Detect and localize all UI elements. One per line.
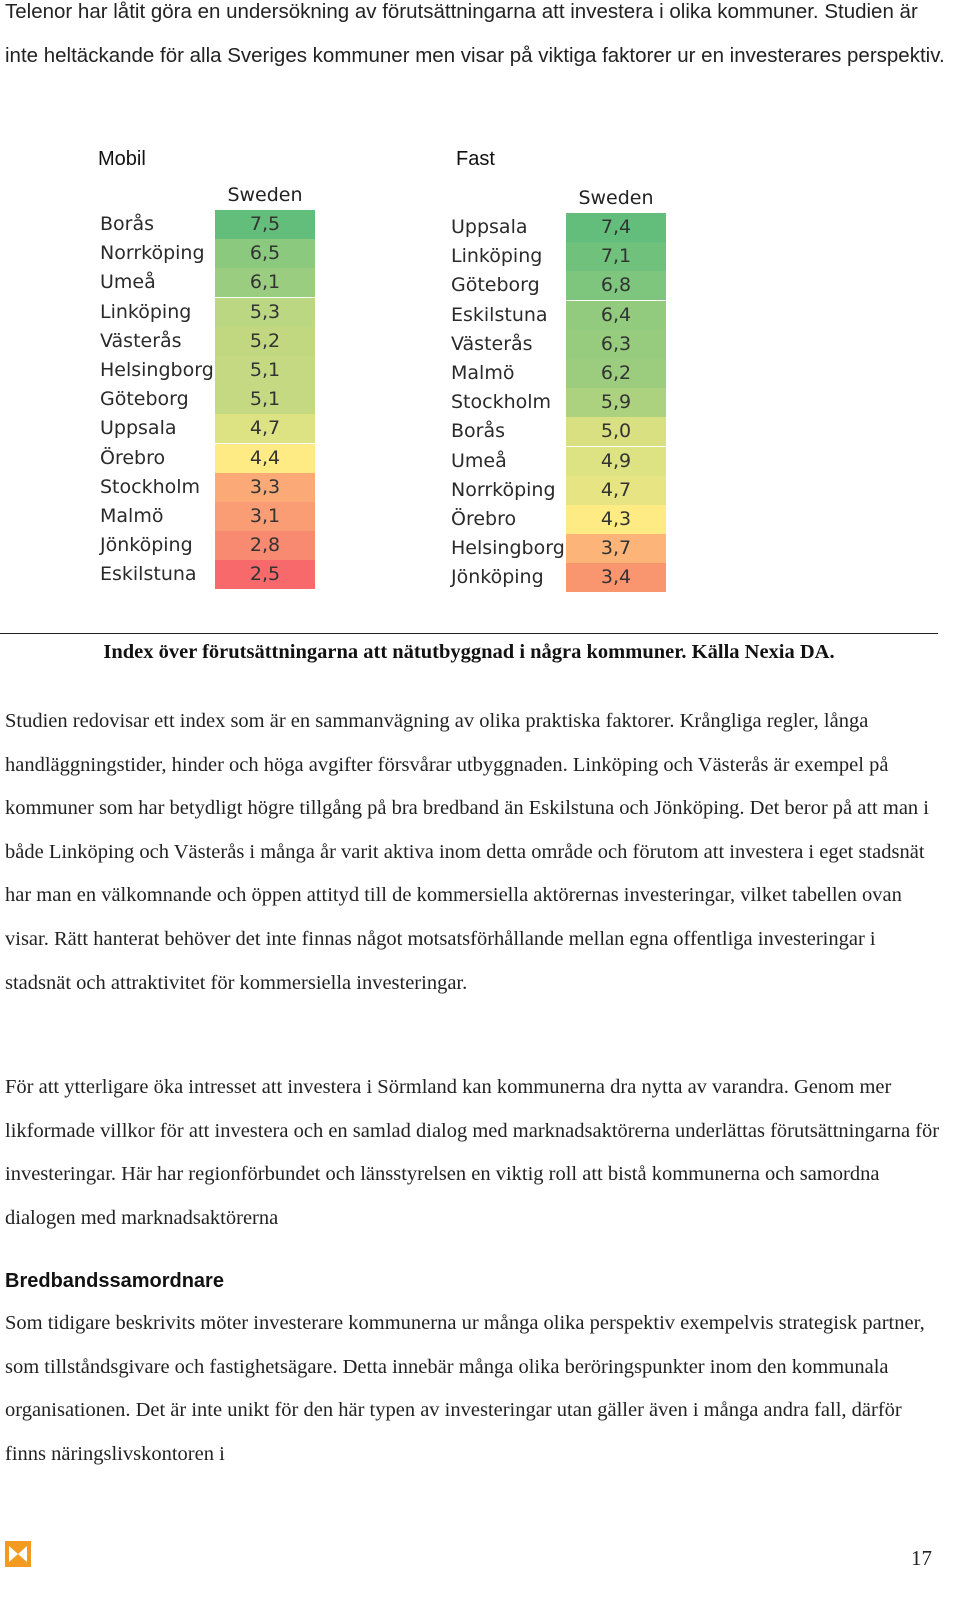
fast-table-row [451, 563, 666, 592]
mobil-index-value: 3,3 [215, 473, 315, 502]
fast-city-label: Uppsala [451, 216, 528, 238]
organization-logo-icon [5, 1541, 31, 1567]
mobil-city-label: Helsingborg [100, 359, 214, 381]
mobil-table-row [100, 327, 315, 356]
mobil-city-label: Västerås [100, 329, 182, 352]
mobil-index-value: 5,2 [215, 327, 315, 356]
paragraph-bredbandssamordnare: Som tidigare beskrivits möter investerare kommunerna ur många olika perspektiv exempelvis strategisk partner, som tillståndsgivare och fastighetsägare. Detta innebär många olika beröringspunkter inom den kommunala organisationen. Det är inte unikt för den här typen av investeringar utan gäller även i många andra fall, därför finns näringslivskontoren i [5, 1312, 925, 1465]
mobil-city-label: Linköping [100, 300, 192, 323]
mobil-index-value: 3,1 [215, 502, 315, 531]
fast-table-row [451, 534, 666, 563]
fast-index-value: 5,9 [566, 388, 666, 417]
fast-city-label: Borås [451, 420, 506, 443]
mobil-index-value: 5,1 [215, 385, 315, 414]
fast-table-row [451, 301, 666, 330]
mobil-index-value: 4,7 [215, 414, 315, 443]
fast-city-label: Umeå [451, 449, 507, 472]
fast-table-row [451, 505, 666, 534]
mobil-table-header: Sweden [227, 184, 303, 206]
mobil-table-row [100, 444, 315, 473]
fast-index-value: 6,3 [566, 330, 666, 359]
mobil-city-label: Eskilstuna [100, 563, 197, 586]
fast-index-value: 7,4 [566, 213, 666, 242]
mobil-city-label: Borås [100, 213, 155, 235]
mobil-table-row [100, 385, 315, 414]
fast-city-label: Örebro [451, 508, 517, 530]
fast-label: Fast [456, 148, 495, 170]
fast-table-row [451, 271, 666, 300]
fast-index-value: 5,0 [566, 417, 666, 446]
fast-city-label: Stockholm [451, 391, 552, 414]
mobil-label: Mobil [98, 148, 146, 170]
fast-table-row [451, 476, 666, 505]
mobil-city-label: Umeå [100, 271, 156, 294]
mobil-table-row [100, 531, 315, 560]
fast-city-label: Eskilstuna [451, 303, 548, 326]
mobil-table-row [100, 560, 315, 589]
fast-index-value: 4,3 [566, 505, 666, 534]
mobil-index-value: 4,4 [215, 444, 315, 473]
fast-index-value: 6,8 [566, 271, 666, 300]
fast-index-value: 3,7 [566, 534, 666, 563]
figure-caption: Index över förutsättningarna att nätutbyggnad i några kommuner. Källa Nexia DA. [103, 641, 835, 663]
fast-city-label: Malmö [451, 362, 515, 384]
fast-table-row [451, 447, 666, 476]
fast-city-label: Göteborg [451, 274, 540, 297]
paragraph-sormland: För att ytterligare öka intresset att investera i Sörmland kan kommunerna dra nytta av varandra. Genom mer likformade villkor för att investera och en samlad dialog med marknadsaktörerna underlättas förutsättningarna för investeringar. Här har regionförbundet och länsstyrelsen en viktig roll att bistå kommunerna och samordna dialogen med marknadsaktörerna [5, 1076, 940, 1229]
mobil-index-value: 5,1 [215, 356, 315, 385]
fast-table-row [451, 213, 666, 242]
paragraph-index-study: Studien redovisar ett index som är en sammanvägning av olika praktiska faktorer. Krångliga regler, långa handläggningstider, hinder och höga avgifter försvårar utbyggnaden. Linköping och Västerås är exempel på kommuner som har betydligt högre tillgång på bra bredband än Eskilstuna och Jönköping. Det beror på att man i både Linköping och Västerås i många år varit aktiva inom detta område och förutom att investera i eget stadsnät har man en välkomnande och öppen attityd till de kommersiella aktörernas investeringar, vilket tabellen ovan visar. Rätt hanterat behöver det inte finnas något motsatsförhållande mellan egna offentliga investeringar i stadsnät och attraktivitet för kommersiella investeringar. [5, 710, 929, 994]
mobil-table-row [100, 414, 315, 443]
fast-table-row [451, 242, 666, 271]
mobil-index-value: 6,1 [215, 268, 315, 297]
fast-city-label: Jönköping [451, 566, 544, 589]
fast-index-value: 7,1 [566, 242, 666, 271]
fast-city-label: Västerås [451, 332, 533, 355]
fast-index-value: 6,2 [566, 359, 666, 388]
fast-index-value: 4,9 [566, 447, 666, 476]
fast-index-value: 3,4 [566, 563, 666, 592]
fast-table-header: Sweden [578, 187, 654, 209]
fast-table-row [451, 330, 666, 359]
mobil-city-label: Stockholm [100, 475, 201, 498]
fast-table-row [451, 417, 666, 446]
intro-paragraph: Telenor har låtit göra en undersökning av förutsättningarna att investera i olika kommuner. Studien är inte heltäckande för alla Sveriges kommuner men visar på viktiga faktorer ur en investerares perspektiv. [5, 0, 945, 67]
mobil-table-row [100, 356, 315, 385]
mobil-index-value: 2,8 [215, 531, 315, 560]
fast-table-row [451, 388, 666, 417]
mobil-table-row [100, 298, 315, 327]
caption-rule [0, 633, 938, 634]
mobil-index-value: 7,5 [215, 210, 315, 239]
fast-city-label: Linköping [451, 245, 543, 268]
mobil-city-label: Jönköping [100, 534, 193, 557]
mobil-table-row [100, 268, 315, 297]
mobil-table-row [100, 239, 315, 268]
mobil-index-value: 2,5 [215, 560, 315, 589]
fast-index-value: 4,7 [566, 476, 666, 505]
mobil-city-label: Norrköping [100, 242, 205, 265]
mobil-city-label: Malmö [100, 505, 164, 527]
section-heading: Bredbandssamordnare [5, 1270, 224, 1292]
mobil-table-row [100, 210, 315, 239]
mobil-city-label: Örebro [100, 446, 166, 469]
fast-index-value: 6,4 [566, 301, 666, 330]
fast-city-label: Norrköping [451, 478, 556, 501]
mobil-table-row [100, 502, 315, 531]
mobil-index-value: 5,3 [215, 298, 315, 327]
mobil-city-label: Uppsala [100, 417, 177, 440]
mobil-index-value: 6,5 [215, 239, 315, 268]
page-number: 17 [911, 1546, 932, 1570]
mobil-city-label: Göteborg [100, 388, 189, 411]
mobil-table-row [100, 473, 315, 502]
fast-city-label: Helsingborg [451, 537, 565, 560]
fast-table-row [451, 359, 666, 388]
